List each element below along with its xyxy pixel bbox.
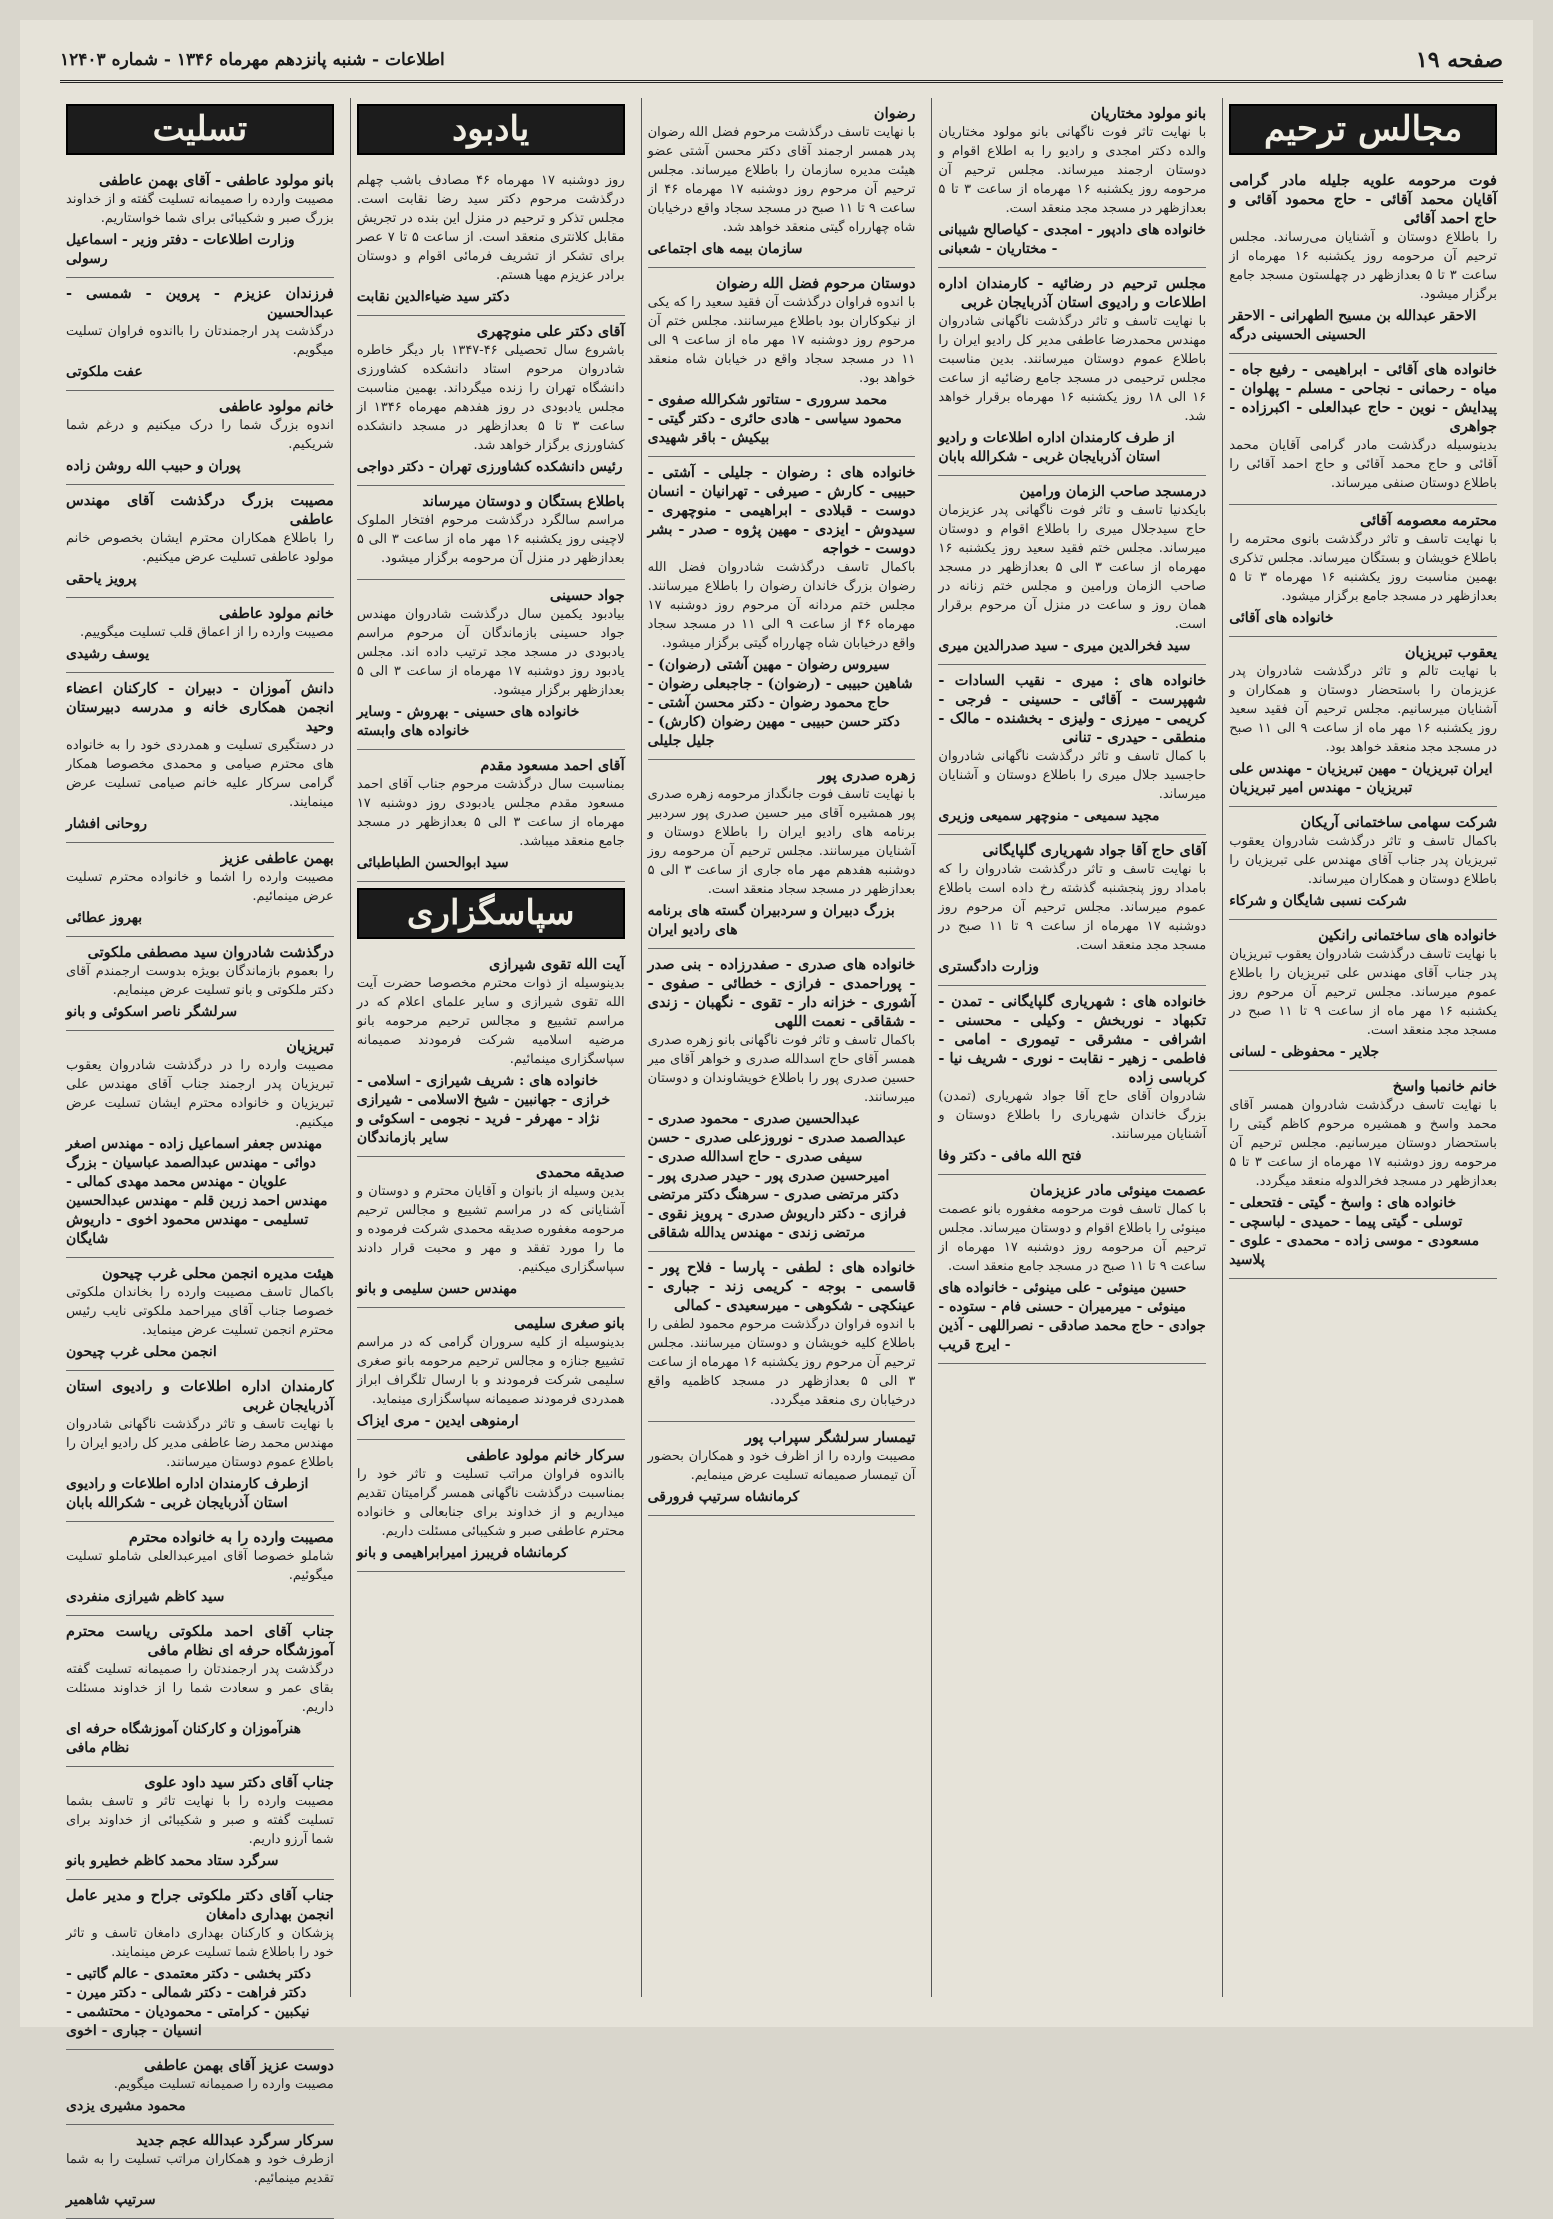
notice-signature: الاحقر عبدالله بن مسیح الطهرانی - الاحقر الحسینی الحسینی درگه: [1229, 308, 1477, 343]
notice-body: با نهایت تاسف و تاثر درگذشت ناگهانی شادروان مهندس محمدرضا عاطفی مدیر کل رادیو ایران را باطلاع عموم دوستان میرسانند. بدین مناسبت مجلس ترحیمی در مسجد جامع رضائیه از ساعت ۱۶ الی ۱۸ روز یکشنبه ۱۶ مهرماه برقرار خواهد شد.: [938, 314, 1207, 424]
notice: [66, 278, 334, 391]
notice-body: باشروع سال تحصیلی ۴۶-۱۳۴۷ بار دیگر خاطره شادروان مرحوم استاد دانشکده کشاورزی دانشگاه تهران را زنده میگرداند. بهمین مناسبت مجلس یادبودی در روز هفدهم مهرماه ۱۳۴۶ از ساعت ۳ تا ۵ بعدازظهر در مسجد دانشکده کشاورزی برگزار خواهد شد.: [356, 343, 625, 453]
notice: [938, 1175, 1206, 1364]
columns: [60, 98, 1503, 2208]
notice: [1229, 637, 1497, 807]
notice-signature: سید ابوالحسن الطباطبائی: [356, 855, 509, 871]
page-header: [60, 40, 1503, 83]
notice: [648, 457, 916, 760]
notice-signature: دکتر بخشی - دکتر معتمدی - عالم گاتبی - دکتر فراهت - دکتر شمالی - دکتر میرن - نیکبین - کرامتی - محمودیان - محتشمی - انسیان - جباری - اخوی: [66, 1966, 312, 2039]
notice-title: فرزندان عزیزم - پروین - شمسی - عبدالحسین: [66, 285, 334, 321]
notice-body: با کمال تاسف فوت مرحومه مغفوره بانو عصمت مینوئی را باطلاع اقوام و دوستان میرساند. مجلس ترحیم آن مرحومه روز دوشنبه ۱۷ مهرماه از ساعت ۹ تا ۱۱ صبح در مسجد جامع منعقد است.: [938, 1202, 1207, 1274]
notice-title: مصیبت وارده را به خانواده محترم: [128, 1529, 334, 1546]
notice-signature: حسین مینوئی - علی مینوئی - خانواده های مینوئی - میرمیران - حسنی فام - ستوده - جوادی - حاج محمد صادقی - نصراللهی - آذین - ایرج قریب: [938, 1280, 1206, 1353]
notice-signature: سرتیپ شاهمیر: [66, 2192, 156, 2208]
notice-body: با نهایت تالم و تاثر درگذشت شادروان پدر عزیزمان را باستحضار دوستان و همکاران و آشنایان میرسانیم. مجلس ترحیم آن فقید سعید روز یکشنبه ۱۶ مهر ماه از ساعت ۹ الی ۱۱ صبح در مسجد مجد منعقد خواهد بود.: [1229, 664, 1497, 755]
notice-signature: رئیس دانشکده کشاورزی تهران - دکتر دواجی: [356, 459, 623, 475]
notice-body: بدین وسیله از بانوان و آقایان محترم و دوستان و آشنایانی که در مراسم تشییع و مجالس ترحیم مرحومه مغفوره صدیقه محمدی شرکت فرموده و ما را مورد تفقد و مهر و محبت قرار دادند سپاسگزاری میکنیم.: [356, 1184, 625, 1275]
notice: [1229, 354, 1497, 505]
notice-body: با نهایت تاسف درگذشت شادروان یعقوب تبریزیان پدر جناب آقای مهندس علی تبریزیان را باطلاع عموم میرساند. مجلس ترحیم آن مرحوم روز یکشنبه ۱۶ مهر ماه از ساعت ۹ تا ۱۱ صبح در مسجد مجد منعقد است.: [1229, 947, 1498, 1038]
notice-signature: محمود مشیری یزدی: [66, 2098, 186, 2114]
notice-title: جناب آقای دکتر ملکوتی جراح و مدیر عامل انجمن بهداری دامغان: [66, 1887, 334, 1923]
notice-signature: جلایر - محفوظی - لسانی: [1229, 1044, 1380, 1060]
notice-title: خانواده های : لطفی - پارسا - فلاح پور - قاسمی - بوجه - کریمی زند - جباری - عینکچی - شکوهی - میرسعیدی - کمالی: [647, 1259, 916, 1314]
notice-title: بانو مولود مختاریان: [1090, 105, 1207, 122]
notice-body: بمناسبت سال درگذشت مرحوم جناب آقای احمد مسعود مقدم مجلس یادبودی روز دوشنبه ۱۷ مهرماه از ساعت ۳ الی ۵ بعدازظهر در مسجد جامع منعقد میباشد.: [356, 777, 625, 849]
notice: [357, 949, 625, 1157]
notice-title: درمسجد صاحب الزمان ورامین: [1019, 483, 1207, 500]
notice-signature: سرگرد ستاد محمد کاظم خطیرو بانو: [66, 1853, 279, 1869]
notice-title: خانواده های ساختمانی رانکین: [1318, 927, 1497, 944]
notice: [938, 98, 1206, 268]
notice-signature: وزارت اطلاعات - دفتر وزیر - اسماعیل رسولی: [66, 232, 295, 267]
notice-title: باطلاع بستگان و دوستان میرساند: [422, 493, 625, 510]
notice-signature: کرمانشاه فریبرز امیرابراهیمی و بانو: [356, 1545, 568, 1561]
notice: [1229, 505, 1497, 637]
notice: [938, 665, 1206, 835]
notice: [938, 268, 1206, 476]
notice-body: را باطلاع دوستان و آشنایان می‌رساند. مجلس ترحیم آن مرحومه روز یکشنبه ۱۶ مهرماه از ساعت ۳ تا ۵ بعدازظهر در چهلستون مسجد جامع برگزار میشود.: [1229, 230, 1497, 302]
notice-body: بدینوسیله درگذشت مادر گرامی آقایان محمد آقائی و حاج محمد آقائی و حاج احمد آقائی را باطلاع دوستان صنفی میرساند.: [1229, 438, 1497, 491]
notice-body: مصیبت وارده را در درگذشت شادروان یعقوب تبریزیان پدر ارجمند جناب آقای مهندس علی تبریزیان و خانواده محترم ایشان تسلیت عرض میکنیم.: [66, 1058, 334, 1130]
notice: [1229, 1071, 1497, 1279]
notice-title: خانواده های صدری - صفدرزاده - بنی صدر - پوراحمدی - فرازی - خطائی - صفوی - آشوری - خزانه دار - تقوی - نگهبان - زندی - شقاقی - نعمت اللهی: [647, 956, 916, 1030]
notice-body: باکمال تاسف و تاثر درگذشت شادروان یعقوب تبریزیان پدر جناب آقای مهندس علی تبریزیان را باطلاع دوستان و همکاران میرساند.: [1229, 834, 1497, 887]
notice-signature: فتح الله مافی - دکتر وفا: [938, 1148, 1082, 1164]
notice: [1229, 920, 1497, 1071]
notice-title: خانواده های : شهریاری گلپایگانی - تمدن - تکبهاد - نوربخش - وکیلی - محسنی - اشرافی - مشرقی - تیموری - امامی - فاطمی - زهیر - نقابت - نوری - شریف نیا - کرباسی زاده: [938, 993, 1207, 1086]
notice: [66, 937, 334, 1031]
notice-title: محترمه معصومه آقائی: [1359, 512, 1497, 529]
notice-signature: انجمن محلی غرب چیحون: [66, 1344, 217, 1360]
notice-signature: وزارت دادگستری: [938, 959, 1040, 975]
notice-signature: خانواده های : واسخ - گیتی - فتحعلی - توسلی - گیتی پیما - حمیدی - لباسچی - مسعودی - موسی زاده - محمدی - علوی - پلاسید: [1229, 1195, 1480, 1268]
notice: [938, 986, 1206, 1175]
notice: [66, 2050, 334, 2125]
notice-title: خانم خانمبا واسخ: [1392, 1078, 1497, 1095]
notice-title: بانو مولود عاطفی - آقای بهمن عاطفی: [98, 172, 334, 189]
notice-body: با نهایت تاسف فوت جانگداز مرحومه زهره صدری پور همشیره آقای میر حسین صدری پور سردبیر برنامه های رادیو ایران را باطلاع دوستان و آشنایان میرسانند. مجلس ترحیم آن مرحومه روز دوشنبه هفدهم مهر ماه جاری از ساعت ۳ الی ۵ بعدازظهر در مسجد سجاد منعقد است.: [647, 787, 916, 897]
notice-signature: کرمانشاه سرتیپ فرورقی: [647, 1489, 800, 1505]
notice-body: اندوه بزرگ شما را درک میکنیم و درغم شما شریکیم.: [66, 418, 334, 452]
notice-title: دوست عزیز آقای بهمن عاطفی: [144, 2057, 334, 2074]
notice: [66, 1880, 334, 2050]
notice-title: جواد حسینی: [549, 587, 625, 604]
notice-title: هیئت مدیره انجمن محلی غرب چیحون: [101, 1265, 334, 1282]
notice-body: بدینوسیله از کلیه سروران گرامی که در مراسم تشییع جنازه و مجالس ترحیم مرحومه بانو صغری سلیمی شرکت فرمودند و با ارسال تلگراف ابراز همدردی فرمودند صمیمانه سپاسگزاری مینماید.: [356, 1335, 625, 1407]
notice-title: صدیقه محمدی: [536, 1164, 625, 1181]
notice-body: با نهایت تاثر فوت ناگهانی بانو مولود مختاریان والده دکتر امجدی و رادیو را به اطلاع اقوام و دوستان ارجمند میرساند. مجلس ترحیم آن مرحومه روز یکشنبه ۱۶ مهرماه از ساعت ۳ تا ۵ بعدازظهر در مسجد مجد منعقد است.: [938, 125, 1207, 216]
notice-title: سرکار خانم مولود عاطفی: [466, 1447, 625, 1464]
column-condolences: [60, 98, 340, 2208]
notice-body: بدینوسیله از ذوات محترم مخصوصا حضرت آیت الله تقوی شیرازی و سایر علمای اعلام که در مراسم تشییع و مجالس ترحیم مرحومه بانو مرضیه اسلامیه شرکت فرمودند صمیمانه سپاسگزاری مینمائیم.: [356, 976, 625, 1067]
notice: [66, 2125, 334, 2219]
notice-title: یعقوب تبریزیان: [1404, 644, 1497, 661]
notice-signature: عبدالحسین صدری - محمود صدری - عبدالصمد صدری - نوروزعلی صدری - حسن سیفی صدری - حاج اسدالله صدری - امیرحسین صدری پور - حیدر صدری پور - دکتر مرتضی صدری - سرهنگ دکتر مرتضی فرازی - دکتر داریوش صدری - پرویز نقوی - مرتضی زندی - مهندس یدالله شقاقی: [647, 1111, 907, 1241]
notice-signature: ایران تبریزیان - مهین تبریزیان - مهندس علی تبریزیان - مهندس امیر تبریزیان: [1229, 761, 1493, 796]
notice-title: خانواده های : میری - نقیب السادات - شهپرست - آقائی - حسینی - فرجی - کریمی - میرزی - ولیزی - بخشنده - مالک - منطقی - حیدری - تنانی: [938, 672, 1207, 746]
notice-title: شرکت سهامی ساختمانی آریکان: [1300, 814, 1497, 831]
notice-body: با کمال تاسف و تاثر درگذشت ناگهانی شادروان حاجسید جلال میری را باطلاع دوستان و آشنایان میرساند.: [938, 749, 1207, 802]
notice-body: ازطرف خود و همکاران مراتب تسلیت را به شما تقدیم مینمائیم.: [66, 2152, 334, 2186]
notice-body: درگذشت پدر ارجمندتان را بااندوه فراوان تسلیت میگویم.: [66, 324, 334, 358]
notice-signature: محمد سروری - ستاتور شکرالله صفوی - محمود سیاسی - هادی حائری - دکتر گیتی - بیکیش - باقر شهیدی: [647, 392, 902, 446]
notice-title: جناب آقای احمد ملکوتی ریاست محترم آموزشگاه حرفه ای نظام مافی: [66, 1623, 334, 1659]
notice-body: باکمال تاسف درگذشت شادروان فضل الله رضوان بزرگ خاندان رضوان را باطلاع میرسانند. مجلس ختم مردانه آن مرحوم روز دوشنبه ۱۷ مهرماه ۴۶ از ساعت ۹ الی ۱۱ در مسجد سجاد واقع درخیابان شاه چهارراه گیتی برگزار میشود.: [647, 560, 916, 651]
notice-title: آیت الله تقوی شیرازی: [489, 956, 625, 973]
section-banner-remembrance: یادبود: [357, 104, 625, 155]
notice-signature: خانواده های : شریف شیرازی - اسلامی - خرازی - جهانبین - شیخ الاسلامی - شیرازی نژاد - مهرفر - فرید - نجومی - اسکوئی و سایر بازماندگان: [356, 1073, 611, 1146]
notice: [66, 1031, 334, 1258]
notice-body: مصیبت وارده را صمیمانه تسلیت میگویم.: [113, 2077, 334, 2092]
notice: [66, 673, 334, 843]
column-memorial-gatherings: [1222, 98, 1503, 1997]
section-banner-memorials: مجالس ترحیم: [1229, 104, 1497, 155]
notice-title: تبریزیان: [286, 1038, 334, 1055]
notice-title: جناب آقای دکتر سید داود علوی: [144, 1774, 334, 1791]
notice-title: رضوان: [873, 105, 916, 122]
notice: [1229, 165, 1497, 354]
notice-title: فوت مرحومه علویه جلیله مادر گرامی آقایان محمد آقائی - حاج محمود آقائی و حاج احمد آقائی: [1229, 172, 1497, 227]
notice-signature: دکتر سید ضیاءالدین نقابت: [356, 289, 510, 305]
notice-signature: سید کاظم شیرازی منفردی: [66, 1589, 225, 1605]
notice-signature: عفت ملکوتی: [66, 364, 143, 380]
notice: [66, 485, 334, 598]
notice-title: مصیبت بزرگ درگذشت آقای مهندس عاطفی: [66, 492, 334, 528]
notice-signature: مهندس حسن سلیمی و بانو: [356, 1281, 518, 1297]
notice-signature: سیروس رضوان - مهین آشتی (رضوان) - شاهین حبیبی - (رضوان) - جاجبعلی رضوان - حاج محمود رضوان - دکتر محسن آشتی - دکتر حسن حبیبی - مهین رضوان (کارش) - جلیل جلیلی: [647, 657, 913, 749]
notice-title: بهمن عاطفی عزیز: [220, 850, 334, 867]
notice-body: شادروان آقای حاج آقا جواد شهریاری (تمدن) بزرگ خاندان شهریاری را باطلاع دوستان و آشنایان میرسانند.: [938, 1089, 1207, 1142]
notice-title: عصمت مینوئی مادر عزیزمان: [1029, 1182, 1207, 1199]
notice-title: سرکار سرگرد عبدالله عجم جدید: [136, 2132, 334, 2149]
notice: [648, 760, 916, 949]
notice-signature: شرکت نسبی شایگان و شرکاء: [1229, 893, 1407, 909]
notice-body: با نهایت تاسف درگذشت مرحوم فضل الله رضوان پدر همسر ارجمند آقای دکتر محسن آشتی عضو هیئت مدیره سازمان را باطلاع میرساند. مجلس ترحیم آن مرحوم روز دوشنبه ۱۷ مهرماه ۴۶ از ساعت ۹ تا ۱۱ صبح در مسجد سجاد واقع درخیابان شاه چهارراه گیتی منعقد خواهد شد.: [647, 125, 916, 235]
notice: [66, 843, 334, 937]
masthead-date: اطلاعات - شنبه پانزدهم مهرماه ۱۳۴۶ - شماره ۱۲۴۰۳: [60, 50, 445, 70]
notice: [648, 268, 916, 457]
page-number: صفحه ۱۹: [1415, 47, 1503, 73]
notice-signature: خانواده های دادپور - امجدی - کیاصالح شیبانی - مختاریان - شعبانی: [938, 222, 1206, 257]
notice-body: را بعموم بازماندگان بویژه بدوست ارجمندم آقای دکتر ملکوتی و بانو تسلیت عرض مینمایم.: [66, 964, 334, 998]
notice-signature: سید فخرالدین میری - سید صدرالدین میری: [938, 638, 1191, 654]
notice: [357, 580, 625, 750]
notice-signature: هنرآموزان و کارکنان آموزشگاه حرفه ای نظام مافی: [66, 1721, 302, 1756]
notice-body: بایکدنیا تاسف و تاثر فوت ناگهانی پدر عزیزمان حاج سیدجلال میری را باطلاع اقوام و دوستان میرساند. مجلس ختم فقید سعید روز یکشنبه ۱۶ مهرماه از ساعت ۳ الی ۵ بعدازظهر در مسجد صاحب الزمان ورامین و مجلس ختم زنانه در همان روز و ساعت در منزل آن مرحوم برقرار است.: [938, 503, 1207, 632]
notice-body: با اندوه فراوان درگذشت آن فقید سعید را که یکی از نیکوکاران بود باطلاع میرسانند. مجلس ختم آن مرحوم روز دوشنبه ۱۷ مهر ماه از ساعت ۹ الی ۱۱ در مسجد سجاد واقع در خیابان شاه منعقد خواهد بود.: [647, 295, 916, 386]
section-banner-thanks: سپاسگزاری: [357, 888, 625, 939]
notice-title: زهره صدری پور: [818, 767, 916, 784]
notice-title: درگذشت شادروان سید مصطفی ملکوتی: [87, 944, 334, 961]
notice-title: دانش آموزان - دبیران - کارکنان اعضاء انجمن همکاری خانه و مدرسه دبیرستان وحید: [66, 680, 334, 735]
notice-body: باکمال تاسف مصیبت وارده را بخاندان ملکوتی خصوصا جناب آقای میراحمد ملکوتی نایب رئیس محترم انجمن تسلیت عرض مینماید.: [66, 1285, 334, 1338]
notice: [66, 1522, 334, 1616]
notice-title: مجلس ترحیم در رضائیه - کارمندان اداره اطلاعات و رادیوی استان آذربایجان غربی: [938, 275, 1207, 311]
notice: [648, 98, 916, 268]
notice-body: با نهایت تاسف و تاثر درگذشت ناگهانی شادروان مهندس محمد رضا عاطفی مدیر کل رادیو ایران را باطلاع عموم دوستان میرسانند.: [66, 1417, 334, 1470]
notice: [357, 316, 625, 486]
notice-body: با نهایت تاسف درگذشت شادروان همسر آقای محمد واسخ و همشیره مرحوم کاظم گیتی را باستحضار دوستان میرسانیم. مجلس ترحیم آن مرحومه روز دوشنبه ۱۷ مهرماه از ساعت ۳ تا ۵ بعدازظهر در مسجد فخرالدوله منعقد میگردد.: [1229, 1098, 1497, 1189]
notice: [357, 486, 625, 580]
notice: [66, 598, 334, 673]
notice-signature: پرویز یاحقی: [66, 571, 137, 587]
notice-signature: ازطرف کارمندان اداره اطلاعات و رادیوی استان آذربایجان غربی - شکرالله بابان: [66, 1476, 309, 1511]
notice-title: آقای دکتر علی منوچهری: [476, 323, 625, 340]
notice-body: روز دوشنبه ۱۷ مهرماه ۴۶ مصادف باشب چهلم درگذشت مرحوم دکتر سید رضا نقابت است. مجلس تذکر و ترحیم در منزل این بنده در تجریش مقابل کلانتری منعقد است. از ساعت ۵ تا ۷ عصر برای تشکر از تشریف فرمائی اقوام و دوستان برادر عزیزم مهیا هستم.: [356, 173, 625, 283]
notice: [648, 1252, 916, 1422]
column-notices-3: [641, 98, 922, 1997]
notice-signature: سرلشگر ناصر اسکوئی و بانو: [66, 1004, 238, 1020]
notice-body: با اندوه فراوان درگذشت مرحوم محمود لطفی را باطلاع کلیه خویشان و دوستان میرسانند. مجلس ترحیم آن مرحوم روز یکشنبه ۱۶ مهرماه از ساعت ۳ الی ۵ بعدازظهر در مسجد کاظمیه واقع درخیابان ری منعقد میگردد.: [647, 1317, 916, 1408]
notice-title: بانو صغری سلیمی: [514, 1315, 625, 1332]
notice-body: با نهایت تاسف و تاثر درگذشت شادروان را که بامداد روز پنجشنبه گذشته رخ داده است باطلاع عموم میرساند. مجلس ترحیم آن مرحوم روز دوشنبه ۱۷ مهرماه از ساعت ۹ تا ۱۱ صبح در مسجد مجد منعقد است.: [938, 862, 1207, 953]
notice-signature: مجید سمیعی - منوچهر سمیعی وزیری: [938, 808, 1160, 824]
notice-body: مصیبت وارده را صمیمانه تسلیت گفته و از خداوند بزرگ صبر و شکیبائی برای شما خواستاریم.: [66, 192, 334, 226]
notice: [938, 476, 1206, 665]
notice-title: خانواده های آقائی - ابراهیمی - رفیع جاه - میاه - رحمانی - نجاحی - مسلم - پهلوان - پیدایش - نوین - حاج عبدالعلی - اکبرزاده - جواهری: [1229, 361, 1497, 435]
notice-title: آقای احمد مسعود مقدم: [480, 757, 625, 774]
notice-title: تیمسار سرلشگر سپراب پور: [744, 1429, 916, 1446]
notice-signature: پوران و حبیب الله روشن زاده: [66, 458, 241, 474]
notice-body: مصیبت وارده را با نهایت تاثر و تاسف بشما تسلیت گفته و صبر و شکیبائی از خداوند برای شما آرزو داریم.: [66, 1794, 334, 1847]
notice: [648, 949, 916, 1252]
notice-body: بااندوه فراوان مراتب تسلیت و تاثر خود را بمناسبت درگذشت ناگهانی همسر گرامیتان تقدیم میداریم و از خداوند برای جنابعالی و خانواده محترم عاطفی صبر و شکیبائی مسئلت داریم.: [356, 1467, 625, 1539]
notice: [66, 1371, 334, 1522]
notice: [357, 1157, 625, 1308]
notice-signature: بزرگ دبیران و سردبیران گسته های برنامه های رادیو ایران: [647, 903, 895, 938]
notice-body: باکمال تاسف و تاثر فوت ناگهانی بانو زهره صدری همسر آقای حاج اسدالله صدری و خواهر آقای میر حسین صدری پور را باطلاع خویشاوندان و دوستان میرسانند.: [647, 1033, 916, 1105]
notice-body: شاملو خصوصا آقای امیرعبدالعلی شاملو تسلیت میگوئیم.: [66, 1549, 334, 1583]
notice-body: مراسم سالگرد درگذشت مرحوم افتخار الملوک لاچینی روز یکشنبه ۱۶ مهر ماه از ساعت ۳ الی ۵ بعدازظهر در منزل آن مرحومه برگزار میشود.: [356, 513, 625, 566]
notice-signature: خانواده های آقائی: [1229, 610, 1334, 626]
notice-signature: ارمنوهی ایدین - مری ایزاک: [356, 1413, 519, 1429]
notice-signature: بهروز عطائی: [66, 910, 143, 926]
notice-body: در دستگیری تسلیت و همدردی خود را به خانواده های محترم صیامی و محمدی مخصوصا همکار گرامی سرکار علیه خانم صیامی تسلیت عرض مینمایند.: [66, 738, 334, 810]
notice: [357, 1308, 625, 1440]
notice: [938, 835, 1206, 986]
notice: [66, 1767, 334, 1880]
column-remembrance-thanks: [350, 98, 631, 1997]
notice-signature: مهندس جعفر اسماعیل زاده - مهندس اصغر دوائی - مهندس عبدالصمد عباسیان - بزرگ علویان - مهندس محمد مهدی کمالی - مهندس احمد زرین قلم - مهندس عبدالحسین تسلیمی - مهندس محمود اخوی - داریوش شایگان: [66, 1136, 328, 1247]
notice-title: آقای حاج آقا جواد شهریاری گلپایگانی: [982, 842, 1207, 859]
notice: [66, 391, 334, 485]
notice: [357, 1440, 625, 1572]
notice-body: را باطلاع همکاران محترم ایشان بخصوص خانم مولود عاطفی تسلیت عرض میکنیم.: [66, 531, 334, 565]
notice-body: بیادبود یکمین سال درگذشت شادروان مهندس جواد حسینی بازماندگان آن مرحوم مراسم یادبودی در مسجد مجد ترتیب داده اند. مجلس یادبود روز دوشنبه ۱۷ مهرماه از ساعت ۳ الی ۵ بعدازظهر برگزار میشود.: [356, 607, 625, 698]
notice-title: دوستان مرحوم فضل الله رضوان: [715, 275, 916, 292]
notice-body: پزشکان و کارکنان بهداری دامغان تاسف و تاثر خود را باطلاع شما تسلیت عرض مینمایند.: [66, 1926, 334, 1960]
column-notices-2: [931, 98, 1212, 1997]
notice-signature: روحانی افشار: [66, 816, 147, 832]
section-banner-condolences: تسلیت: [66, 104, 334, 155]
notice: [648, 1422, 916, 1516]
notice-body: درگذشت پدر ارجمندتان را صمیمانه تسلیت گفته بقای عمر و سعادت شما را از خداوند مسئلت داریم.: [66, 1662, 334, 1715]
notice: [357, 750, 625, 882]
notice-signature: از طرف کارمندان اداره اطلاعات و رادیو استان آذربایجان غربی - شکرالله بابان: [938, 430, 1175, 465]
notice-body: با نهایت تاسف و تاثر درگذشت بانوی محترمه را باطلاع خویشان و بستگان میرساند. مجلس تذکری بهمین مناسبت روز یکشنبه ۱۶ مهرماه ۳ تا ۵ بعدازظهر در مسجد جامع برگزار میشود.: [1229, 532, 1497, 604]
notice-body: مصیبت وارده را از اظرف خود و همکاران بحضور آن تیمسار صمیمانه تسلیت عرض مینمایم.: [647, 1449, 916, 1483]
notice-title: خانم مولود عاطفی: [218, 398, 334, 415]
notice-signature: یوسف رشیدی: [66, 646, 150, 662]
notice-title: خانم مولود عاطفی: [218, 605, 334, 622]
notice: [1229, 807, 1497, 920]
notice-signature: خانواده های حسینی - بهروش - وسایر خانواده های وابسته: [356, 704, 580, 739]
newspaper-page: [20, 20, 1533, 2208]
notice-body: مصیبت وارده را از اعماق قلب تسلیت میگوییم.: [79, 625, 334, 640]
notice: [66, 1616, 334, 1767]
notice-title: خانواده های : رضوان - جلیلی - آشتی - حبیبی - کارش - صیرفی - تهرانیان - انسان دوست - قبلادی - ابراهیمی - منوچهری - سیدوش - ایزدی - مهین پژوه - صدر - بشر دوست - خواجه: [647, 464, 916, 557]
notice-signature: سازمان بیمه های اجتماعی: [647, 241, 803, 257]
notice: [66, 1258, 334, 1371]
notice-title: کارمندان اداره اطلاعات و رادیوی استان آذربایجان غربی: [66, 1378, 334, 1414]
notice: [357, 165, 625, 316]
notice-body: مصیبت وارده را اشما و خانواده محترم تسلیت عرض مینمائیم.: [66, 870, 334, 904]
notice: [66, 165, 334, 278]
